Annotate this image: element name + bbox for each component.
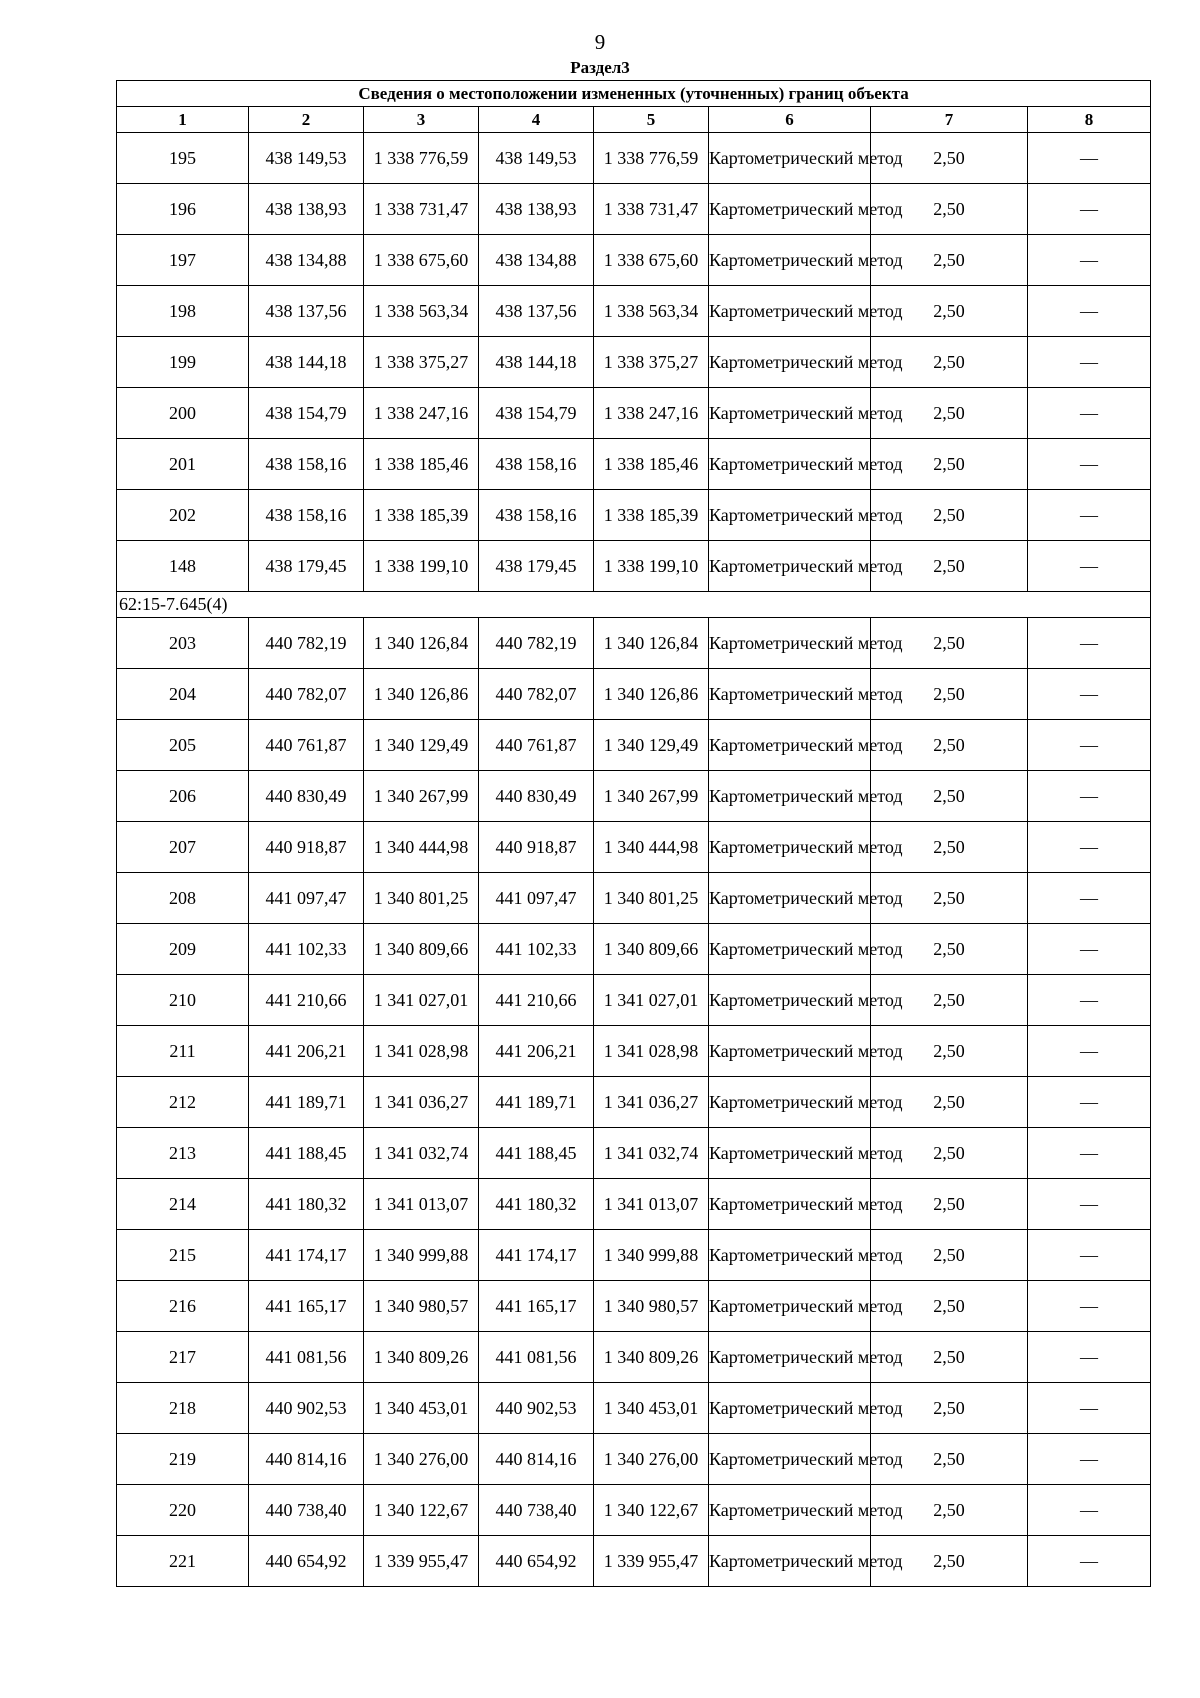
y-old-cell: 1 341 028,98 [364,1026,479,1077]
x-new-cell: 440 738,40 [479,1485,594,1536]
y-new-cell: 1 341 032,74 [594,1128,709,1179]
x-old-cell: 438 134,88 [249,235,364,286]
accuracy-cell: 2,50 [871,771,1028,822]
note-cell: — [1028,771,1151,822]
table-row [117,1332,1151,1383]
note-cell: — [1028,618,1151,669]
table-row [117,618,1151,669]
y-new-cell: 1 338 731,47 [594,184,709,235]
method-cell: Картометрический метод [709,1026,871,1077]
column-header: 4 [479,107,594,133]
section-title: Раздел3 [570,58,630,77]
method-cell: Картометрический метод [709,337,871,388]
y-old-cell: 1 341 027,01 [364,975,479,1026]
point-number-cell: 205 [117,720,249,771]
method-cell: Картометрический метод [709,975,871,1026]
accuracy-cell: 2,50 [871,618,1028,669]
y-new-cell: 1 340 126,84 [594,618,709,669]
table-row [117,541,1151,592]
y-new-cell: 1 340 122,67 [594,1485,709,1536]
x-old-cell: 438 137,56 [249,286,364,337]
y-new-cell: 1 341 028,98 [594,1026,709,1077]
accuracy-cell: 2,50 [871,184,1028,235]
accuracy-cell: 2,50 [871,235,1028,286]
method-cell: Картометрический метод [709,1281,871,1332]
x-new-cell: 440 814,16 [479,1434,594,1485]
y-new-cell: 1 340 801,25 [594,873,709,924]
method-cell: Картометрический метод [709,235,871,286]
note-cell: — [1028,235,1151,286]
method-cell: Картометрический метод [709,1485,871,1536]
y-old-cell: 1 340 126,86 [364,669,479,720]
column-header: 1 [117,107,249,133]
accuracy-cell: 2,50 [871,490,1028,541]
y-new-cell: 1 340 453,01 [594,1383,709,1434]
y-old-cell: 1 338 185,39 [364,490,479,541]
x-old-cell: 440 738,40 [249,1485,364,1536]
column-header: 8 [1028,107,1151,133]
y-old-cell: 1 340 809,66 [364,924,479,975]
y-old-cell: 1 338 199,10 [364,541,479,592]
x-new-cell: 441 188,45 [479,1128,594,1179]
point-number-cell: 202 [117,490,249,541]
point-number-cell: 220 [117,1485,249,1536]
y-old-cell: 1 340 453,01 [364,1383,479,1434]
x-old-cell: 438 138,93 [249,184,364,235]
point-number-cell: 195 [117,133,249,184]
point-number-cell: 213 [117,1128,249,1179]
table-row [117,388,1151,439]
y-old-cell: 1 340 267,99 [364,771,479,822]
point-number-cell: 210 [117,975,249,1026]
point-number-cell: 196 [117,184,249,235]
column-header: 3 [364,107,479,133]
x-old-cell: 438 179,45 [249,541,364,592]
method-cell: Картометрический метод [709,184,871,235]
coordinates-table [116,80,1151,1587]
method-cell: Картометрический метод [709,618,871,669]
y-new-cell: 1 339 955,47 [594,1536,709,1587]
accuracy-cell: 2,50 [871,1077,1028,1128]
y-new-cell: 1 338 563,34 [594,286,709,337]
y-old-cell: 1 341 013,07 [364,1179,479,1230]
table-row [117,822,1151,873]
point-number-cell: 221 [117,1536,249,1587]
note-cell: — [1028,1332,1151,1383]
method-cell: Картометрический метод [709,541,871,592]
note-cell: — [1028,1485,1151,1536]
y-new-cell: 1 340 444,98 [594,822,709,873]
x-new-cell: 438 134,88 [479,235,594,286]
note-cell: — [1028,184,1151,235]
y-new-cell: 1 340 980,57 [594,1281,709,1332]
table-row [117,1077,1151,1128]
y-new-cell: 1 340 809,26 [594,1332,709,1383]
method-cell: Картометрический метод [709,1332,871,1383]
x-old-cell: 440 761,87 [249,720,364,771]
note-cell: — [1028,1281,1151,1332]
x-new-cell: 441 189,71 [479,1077,594,1128]
accuracy-cell: 2,50 [871,1281,1028,1332]
y-new-cell: 1 340 267,99 [594,771,709,822]
x-new-cell: 440 830,49 [479,771,594,822]
accuracy-cell: 2,50 [871,286,1028,337]
note-cell: — [1028,1026,1151,1077]
y-new-cell: 1 340 276,00 [594,1434,709,1485]
y-old-cell: 1 339 955,47 [364,1536,479,1587]
note-cell: — [1028,133,1151,184]
point-number-cell: 208 [117,873,249,924]
x-old-cell: 440 902,53 [249,1383,364,1434]
x-old-cell: 441 180,32 [249,1179,364,1230]
accuracy-cell: 2,50 [871,1434,1028,1485]
point-number-cell: 204 [117,669,249,720]
table-row [117,235,1151,286]
accuracy-cell: 2,50 [871,1536,1028,1587]
x-old-cell: 441 188,45 [249,1128,364,1179]
method-cell: Картометрический метод [709,1077,871,1128]
y-old-cell: 1 340 276,00 [364,1434,479,1485]
x-new-cell: 440 782,19 [479,618,594,669]
table-row [117,924,1151,975]
table-row [117,1485,1151,1536]
table-row [117,1383,1151,1434]
x-old-cell: 438 158,16 [249,490,364,541]
y-new-cell: 1 338 185,46 [594,439,709,490]
note-cell: — [1028,1434,1151,1485]
point-number-cell: 218 [117,1383,249,1434]
note-cell: — [1028,822,1151,873]
point-number-cell: 197 [117,235,249,286]
accuracy-cell: 2,50 [871,337,1028,388]
accuracy-cell: 2,50 [871,1485,1028,1536]
method-cell: Картометрический метод [709,1230,871,1281]
note-cell: — [1028,1230,1151,1281]
point-number-cell: 214 [117,1179,249,1230]
note-cell: — [1028,669,1151,720]
point-number-cell: 201 [117,439,249,490]
accuracy-cell: 2,50 [871,439,1028,490]
point-number-cell: 200 [117,388,249,439]
method-cell: Картометрический метод [709,924,871,975]
x-old-cell: 438 144,18 [249,337,364,388]
x-new-cell: 438 158,16 [479,439,594,490]
column-header: 2 [249,107,364,133]
table-title: Сведения о местоположении измененных (уточненных) границ объекта [117,81,1151,107]
x-new-cell: 441 165,17 [479,1281,594,1332]
accuracy-cell: 2,50 [871,1383,1028,1434]
point-number-cell: 209 [117,924,249,975]
method-cell: Картометрический метод [709,1434,871,1485]
method-cell: Картометрический метод [709,1179,871,1230]
x-new-cell: 440 761,87 [479,720,594,771]
accuracy-cell: 2,50 [871,1026,1028,1077]
y-new-cell: 1 338 185,39 [594,490,709,541]
method-cell: Картометрический метод [709,1536,871,1587]
point-number-cell: 198 [117,286,249,337]
note-cell: — [1028,720,1151,771]
y-old-cell: 1 340 999,88 [364,1230,479,1281]
x-new-cell: 441 097,47 [479,873,594,924]
note-cell: — [1028,1077,1151,1128]
accuracy-cell: 2,50 [871,388,1028,439]
note-cell: — [1028,873,1151,924]
table-row [117,184,1151,235]
group-row [117,592,1151,618]
table-row [117,975,1151,1026]
table-row [117,1281,1151,1332]
x-old-cell: 438 149,53 [249,133,364,184]
point-number-cell: 207 [117,822,249,873]
y-old-cell: 1 340 122,67 [364,1485,479,1536]
y-new-cell: 1 340 809,66 [594,924,709,975]
y-old-cell: 1 338 776,59 [364,133,479,184]
method-cell: Картометрический метод [709,873,871,924]
x-new-cell: 440 902,53 [479,1383,594,1434]
x-old-cell: 441 210,66 [249,975,364,1026]
y-old-cell: 1 340 980,57 [364,1281,479,1332]
method-cell: Картометрический метод [709,286,871,337]
x-old-cell: 438 158,16 [249,439,364,490]
point-number-cell: 203 [117,618,249,669]
accuracy-cell: 2,50 [871,720,1028,771]
x-old-cell: 440 782,19 [249,618,364,669]
point-number-cell: 219 [117,1434,249,1485]
column-header-row [117,107,1151,133]
table-row [117,1128,1151,1179]
note-cell: — [1028,388,1151,439]
x-new-cell: 441 081,56 [479,1332,594,1383]
y-new-cell: 1 338 199,10 [594,541,709,592]
accuracy-cell: 2,50 [871,822,1028,873]
note-cell: — [1028,975,1151,1026]
y-new-cell: 1 340 999,88 [594,1230,709,1281]
y-old-cell: 1 340 129,49 [364,720,479,771]
table-row [117,1536,1151,1587]
x-new-cell: 438 154,79 [479,388,594,439]
point-number-cell: 216 [117,1281,249,1332]
method-cell: Картометрический метод [709,1128,871,1179]
y-new-cell: 1 338 776,59 [594,133,709,184]
x-new-cell: 438 179,45 [479,541,594,592]
table-row [117,337,1151,388]
y-new-cell: 1 341 036,27 [594,1077,709,1128]
point-number-cell: 212 [117,1077,249,1128]
x-new-cell: 438 149,53 [479,133,594,184]
accuracy-cell: 2,50 [871,975,1028,1026]
accuracy-cell: 2,50 [871,541,1028,592]
y-new-cell: 1 338 675,60 [594,235,709,286]
x-old-cell: 441 102,33 [249,924,364,975]
table-row [117,286,1151,337]
point-number-cell: 217 [117,1332,249,1383]
accuracy-cell: 2,50 [871,873,1028,924]
method-cell: Картометрический метод [709,822,871,873]
note-cell: — [1028,490,1151,541]
point-number-cell: 199 [117,337,249,388]
point-number-cell: 206 [117,771,249,822]
accuracy-cell: 2,50 [871,1230,1028,1281]
y-old-cell: 1 338 247,16 [364,388,479,439]
y-old-cell: 1 341 036,27 [364,1077,479,1128]
x-old-cell: 438 154,79 [249,388,364,439]
y-new-cell: 1 338 375,27 [594,337,709,388]
y-old-cell: 1 338 185,46 [364,439,479,490]
table-row [117,133,1151,184]
x-new-cell: 441 206,21 [479,1026,594,1077]
x-new-cell: 441 102,33 [479,924,594,975]
x-old-cell: 441 165,17 [249,1281,364,1332]
x-old-cell: 440 918,87 [249,822,364,873]
accuracy-cell: 2,50 [871,133,1028,184]
x-new-cell: 438 144,18 [479,337,594,388]
x-old-cell: 440 814,16 [249,1434,364,1485]
table-row [117,1179,1151,1230]
x-old-cell: 440 830,49 [249,771,364,822]
x-new-cell: 440 654,92 [479,1536,594,1587]
note-cell: — [1028,1536,1151,1587]
column-header: 6 [709,107,871,133]
note-cell: — [1028,541,1151,592]
group-label: 62:15-7.645(4) [117,592,1151,618]
point-number-cell: 215 [117,1230,249,1281]
accuracy-cell: 2,50 [871,1332,1028,1383]
method-cell: Картометрический метод [709,439,871,490]
method-cell: Картометрический метод [709,771,871,822]
y-new-cell: 1 340 129,49 [594,720,709,771]
table-row [117,1230,1151,1281]
method-cell: Картометрический метод [709,720,871,771]
y-new-cell: 1 341 013,07 [594,1179,709,1230]
accuracy-cell: 2,50 [871,924,1028,975]
note-cell: — [1028,337,1151,388]
x-new-cell: 440 782,07 [479,669,594,720]
x-new-cell: 438 158,16 [479,490,594,541]
point-number-cell: 211 [117,1026,249,1077]
table-row [117,720,1151,771]
note-cell: — [1028,439,1151,490]
y-old-cell: 1 341 032,74 [364,1128,479,1179]
x-old-cell: 441 206,21 [249,1026,364,1077]
method-cell: Картометрический метод [709,133,871,184]
point-number-cell: 148 [117,541,249,592]
method-cell: Картометрический метод [709,388,871,439]
note-cell: — [1028,1383,1151,1434]
y-new-cell: 1 341 027,01 [594,975,709,1026]
x-new-cell: 438 138,93 [479,184,594,235]
y-old-cell: 1 338 375,27 [364,337,479,388]
y-old-cell: 1 340 809,26 [364,1332,479,1383]
y-new-cell: 1 338 247,16 [594,388,709,439]
page-number: 9 [594,30,606,54]
note-cell: — [1028,1128,1151,1179]
y-new-cell: 1 340 126,86 [594,669,709,720]
accuracy-cell: 2,50 [871,1179,1028,1230]
x-old-cell: 441 097,47 [249,873,364,924]
table-row [117,1026,1151,1077]
x-old-cell: 440 782,07 [249,669,364,720]
table-row [117,771,1151,822]
table-row [117,873,1151,924]
x-new-cell: 438 137,56 [479,286,594,337]
table-row [117,439,1151,490]
table-body [117,133,1151,1587]
y-old-cell: 1 340 801,25 [364,873,479,924]
x-old-cell: 441 189,71 [249,1077,364,1128]
y-old-cell: 1 340 444,98 [364,822,479,873]
table-row [117,669,1151,720]
table-row [117,490,1151,541]
note-cell: — [1028,286,1151,337]
x-new-cell: 441 180,32 [479,1179,594,1230]
table-row [117,1434,1151,1485]
y-old-cell: 1 338 731,47 [364,184,479,235]
y-old-cell: 1 338 563,34 [364,286,479,337]
method-cell: Картометрический метод [709,669,871,720]
note-cell: — [1028,924,1151,975]
x-old-cell: 441 174,17 [249,1230,364,1281]
x-new-cell: 440 918,87 [479,822,594,873]
column-header: 5 [594,107,709,133]
column-header: 7 [871,107,1028,133]
method-cell: Картометрический метод [709,490,871,541]
x-old-cell: 440 654,92 [249,1536,364,1587]
accuracy-cell: 2,50 [871,1128,1028,1179]
y-old-cell: 1 340 126,84 [364,618,479,669]
note-cell: — [1028,1179,1151,1230]
y-old-cell: 1 338 675,60 [364,235,479,286]
accuracy-cell: 2,50 [871,669,1028,720]
x-old-cell: 441 081,56 [249,1332,364,1383]
method-cell: Картометрический метод [709,1383,871,1434]
x-new-cell: 441 174,17 [479,1230,594,1281]
x-new-cell: 441 210,66 [479,975,594,1026]
